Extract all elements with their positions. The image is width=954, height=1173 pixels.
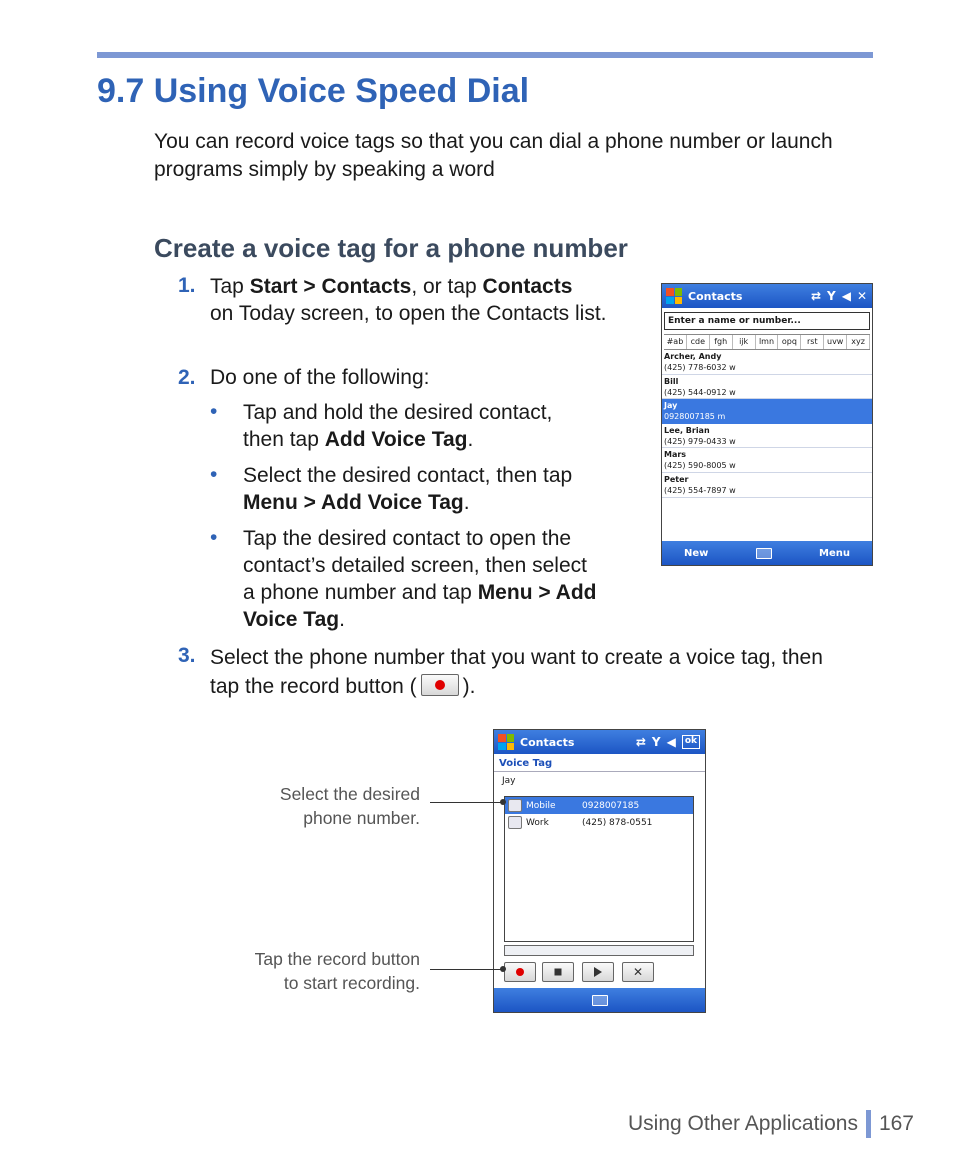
signal-icon: Y xyxy=(651,735,661,749)
step-1-number: 1. xyxy=(178,274,196,297)
phone-row-selected[interactable]: Mobile 0928007185 xyxy=(505,797,693,814)
callout-select-number: Select the desired phone number. xyxy=(279,784,420,828)
contact-row[interactable]: Archer, Andy (425) 778-6032 w xyxy=(662,350,872,375)
windows-flag-icon xyxy=(666,288,682,304)
tab-lmn[interactable]: lmn xyxy=(756,335,779,349)
callout-dot xyxy=(500,966,506,972)
contact-row[interactable]: Peter (425) 554-7897 w xyxy=(662,473,872,498)
app-title: Contacts xyxy=(520,735,575,749)
record-icon xyxy=(516,968,524,976)
contacts-screenshot xyxy=(661,283,873,566)
status-icons xyxy=(811,289,872,303)
callout-dot xyxy=(500,799,506,805)
windows-flag-icon xyxy=(498,734,514,750)
tab-cde[interactable]: cde xyxy=(687,335,710,349)
new-softkey[interactable]: New xyxy=(684,547,709,559)
tab-ijk[interactable]: ijk xyxy=(733,335,756,349)
contact-row[interactable]: Lee, Brian (425) 979-0433 w xyxy=(662,424,872,449)
bullet-2-text: Select the desired contact, then tap Menu > Add Voice Tag. xyxy=(243,464,573,514)
volume-icon: ◀ xyxy=(841,289,851,303)
footer-divider xyxy=(866,1110,871,1138)
soft-key-bar xyxy=(494,988,705,1012)
footer-section: Using Other Applications xyxy=(627,1112,858,1135)
step-3-text: Select the phone number that you want to create a voice tag, then tap the record button ( ). xyxy=(210,646,823,698)
step-1-text: Tap Start > Contacts, or tap Contacts on Today screen, to open the Contacts list. xyxy=(210,275,607,325)
page-number: 167 xyxy=(878,1112,914,1135)
delete-icon: ✕ xyxy=(632,965,644,979)
title-bar xyxy=(662,284,872,308)
work-phone-icon xyxy=(508,816,522,829)
voice-tag-screenshot xyxy=(493,729,706,1013)
alphabet-tabs xyxy=(664,334,870,350)
bullet-icon: • xyxy=(210,526,218,549)
ok-button[interactable]: ok xyxy=(682,735,700,749)
voice-tag-header: Voice Tag xyxy=(494,754,705,772)
step-2-number: 2. xyxy=(178,366,196,389)
tab-rst[interactable]: rst xyxy=(801,335,824,349)
contact-row-selected[interactable]: Jay 0928007185 m xyxy=(662,399,872,424)
sync-icon: ⇄ xyxy=(635,735,646,749)
signal-icon: Y xyxy=(827,289,836,303)
tab-uvw[interactable]: uvw xyxy=(824,335,847,349)
phone-row[interactable]: Work (425) 878-0551 xyxy=(505,814,693,831)
bullet-icon: • xyxy=(210,400,218,423)
contact-list xyxy=(662,350,872,498)
record-button-icon xyxy=(421,674,459,696)
sync-icon: ⇄ xyxy=(810,289,821,303)
keyboard-icon[interactable] xyxy=(756,548,772,559)
tab-fgh[interactable]: fgh xyxy=(710,335,733,349)
phone-number-list xyxy=(504,796,694,942)
callout-line xyxy=(430,802,504,803)
section-heading: 9.7 Using Voice Speed Dial xyxy=(97,72,530,110)
keyboard-icon[interactable] xyxy=(592,995,608,1006)
stop-button[interactable] xyxy=(542,962,574,982)
step-3-number: 3. xyxy=(178,644,196,667)
menu-softkey[interactable]: Menu xyxy=(819,547,850,559)
record-button[interactable] xyxy=(504,962,536,982)
play-button[interactable] xyxy=(582,962,614,982)
title-bar xyxy=(494,730,705,754)
callout-record-button: Tap the record button to start recording. xyxy=(254,949,420,993)
intro-paragraph: You can record voice tags so that you can dial a phone number or launch programs simply by speaking a word xyxy=(154,130,833,181)
stop-icon xyxy=(555,969,562,976)
tab-ab[interactable]: #ab xyxy=(664,335,687,349)
recording-progress-bar xyxy=(504,945,694,956)
callout-line xyxy=(430,969,504,970)
status-icons xyxy=(636,735,705,749)
page-footer xyxy=(628,1110,914,1138)
volume-icon: ◀ xyxy=(666,735,676,749)
tab-opq[interactable]: opq xyxy=(778,335,801,349)
top-rule xyxy=(97,52,873,58)
close-icon[interactable]: ✕ xyxy=(856,289,867,303)
tab-xyz[interactable]: xyz xyxy=(847,335,870,349)
bullet-icon: • xyxy=(210,463,218,486)
contact-name: Jay xyxy=(502,776,516,786)
step-2-text: Do one of the following: xyxy=(210,366,430,389)
subsection-heading: Create a voice tag for a phone number xyxy=(154,233,628,263)
soft-key-bar xyxy=(662,541,872,565)
contact-row[interactable]: Mars (425) 590-8005 w xyxy=(662,448,872,473)
bullet-1-text: Tap and hold the desired contact, then tap Add Voice Tag. xyxy=(243,401,553,451)
delete-button[interactable] xyxy=(622,962,654,982)
bullet-3-text: Tap the desired contact to open the contact’s detailed screen, then select a phone number and tap Menu > Add Voice Tag. xyxy=(243,527,597,631)
contact-row[interactable]: Bill (425) 544-0912 w xyxy=(662,375,872,400)
search-input[interactable]: Enter a name or number... xyxy=(664,312,870,330)
app-title: Contacts xyxy=(688,289,743,303)
mobile-phone-icon xyxy=(508,799,522,812)
play-icon xyxy=(594,967,602,977)
